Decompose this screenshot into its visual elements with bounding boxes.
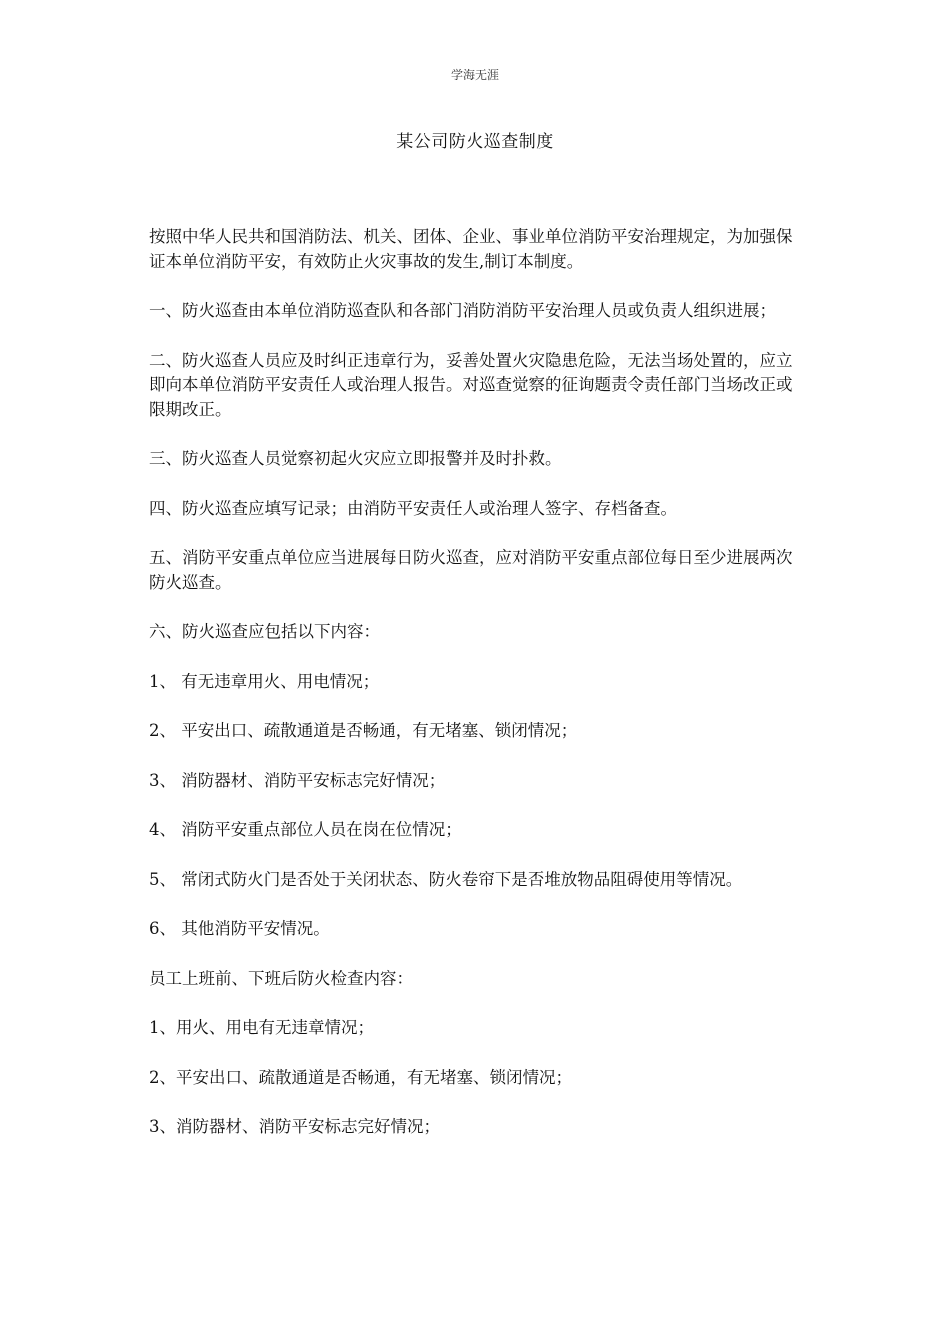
staff-check-item: 1、用火、用电有无违章情况； — [149, 1018, 374, 1037]
patrol-item: 4、 消防平安重点部位人员在岗在位情况； — [149, 820, 462, 839]
patrol-item: 3、 消防器材、消防平安标志完好情况； — [149, 770, 446, 790]
staff-check-heading: 员工上班前、下班后防火检查内容： — [149, 968, 413, 988]
rule-2-paragraph: 二、防火巡查人员应及时纠正违章行为，妥善处置火灾隐患危险，无法当场处置的，应立即向本单位消防平安责任人或治理人报告。对巡查觉察的征询题责令责任部门当场改正或限期改正。 — [149, 350, 793, 419]
staff-check-item: 2、平安出口、疏散通道是否畅通，有无堵塞、锁闭情况； — [149, 1067, 572, 1087]
rule-1-paragraph: 一、防火巡查由本单位消防巡查队和各部门消防消防平安治理人员或负责人组织进展； — [149, 301, 776, 320]
rule-3-paragraph: 三、防火巡查人员觉察初起火灾应立即报警并及时扑救。 — [149, 449, 562, 468]
page-header: 学海无涯 — [450, 68, 499, 82]
rule-5-paragraph: 五、消防平安重点单位应当进展每日防火巡查，应对消防平安重点部位每日至少进展两次防火巡查。 — [149, 548, 793, 592]
patrol-item: 2、 平安出口、疏散通道是否畅通，有无堵塞、锁闭情况； — [149, 721, 578, 740]
document-title: 某公司防火巡查制度 — [396, 132, 554, 152]
rule-4-paragraph: 四、防火巡查应填写记录；由消防平安责任人或治理人签字、存档备查。 — [149, 498, 677, 518]
intro-paragraph: 按照中华人民共和国消防法、机关、团体、企业、事业单位消防平安治理规定，为加强保证本单位消防平安，有效防止火灾事故的发生,制订本制度。 — [149, 227, 793, 271]
document-body — [149, 225, 805, 1165]
patrol-item: 5、 常闭式防火门是否处于关闭状态、防火卷帘下是否堆放物品阻碍使用等情况。 — [149, 869, 743, 889]
patrol-item: 6、 其他消防平安情况。 — [149, 919, 330, 938]
rule-6-heading: 六、防火巡查应包括以下内容： — [149, 622, 380, 641]
patrol-item: 1、 有无违章用火、用电情况； — [149, 671, 380, 691]
staff-check-item: 3、消防器材、消防平安标志完好情况； — [149, 1117, 440, 1136]
